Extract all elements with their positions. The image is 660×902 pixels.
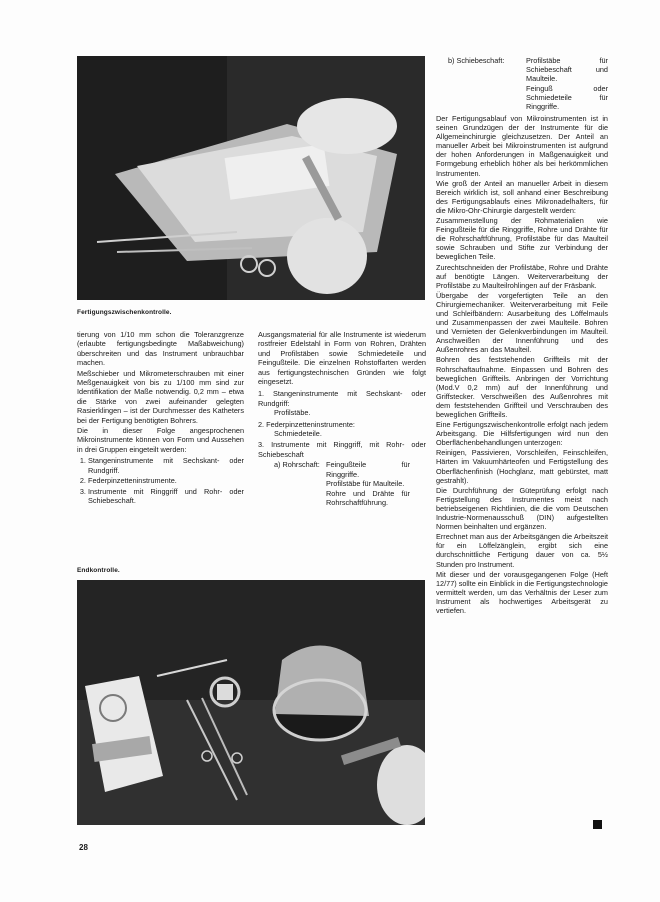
- middle-list-main: Federpinzetteninstrumente:: [266, 419, 355, 429]
- right-paragraph: Mit dieser und der vorausgegangenen Folge (Heft 12/77) sollte ein Einblick in die Fertigungstechnologie vermittelt werden, um das Verhältnis der Leser zum Instrument als hochwertiges Arbeitsgerät zu vertiefen.: [436, 569, 608, 615]
- photo-bottom-caption: Endkontrolle.: [77, 567, 120, 574]
- left-paragraph: Meßschieber und Mikrometerschrauben mit einer Meßgenauigkeit von bis zu 1/100 mm sind zur Identifikation der Maße notwendig. 0,2 mm – etwa die Stärke von zwei aufeinander gelegten Rasierklingen – ist der Durchmesser des Katheters bei der Fertigung benötigten Bohrers.: [77, 368, 244, 425]
- photo-endkontrolle: [77, 580, 425, 825]
- rohrschaft-item: Rohre und Drähte für Rohrschaftführung.: [326, 488, 410, 507]
- right-paragraph: Der Fertigungsablauf von Mikroinstrumenten ist in seinen Grundzügen der der Instrumente für die Allgemeinchirurgie gleichzusetzen. Der Anteil an manueller Arbeit bei Mikroinstrumenten ist aufgrund der hohen Anforderungen in Maßgenauigkeit und Formgebung erheblich höher als bei herkömmlichen Instrumenten.: [436, 114, 608, 178]
- photo-illustration-bottom: [77, 580, 425, 825]
- left-column-text: [77, 330, 244, 507]
- middle-list-main: Stangeninstrumente mit Sechskant- oder Rundgriff:: [258, 389, 426, 408]
- right-paragraph: Reinigen, Passivieren, Vorschleifen, Feinschleifen, Härten im Vakuumhärteofen und Fertigstellung des Oberflächenfinish (Hochglanz, matt gebürstet, matt gestrahlt).: [436, 448, 608, 485]
- end-of-article-mark: [593, 820, 602, 829]
- middle-list-item: [258, 440, 426, 459]
- middle-list-number: 3.: [258, 440, 272, 450]
- middle-paragraph: Ausgangsmaterial für alle Instrumente ist wiederum rostfreier Edelstahl in Form von Rohren, Drähten und Profilstäben sowie Schmiedeteile und Feingußteile. Die einzelnen Rohstoffarten werden aus fertigungstechnischen Gründen wie folgt eingesetzt.: [258, 330, 426, 387]
- right-paragraph: Übergabe der vorgefertigten Teile an den Chirurgiemechaniker. Weiterverarbeitung mit Feile und Schleifbändern: Ausarbeitung des Löffelmauls und Zusammenpassen der zwei Maulteile. Bohren und Vernieten der Gelenkverbindungen im Maulteil. Anschweißen der Innenführung und des Außenrohres an das Maulteil.: [436, 290, 608, 355]
- middle-list-sub: Profilstäbe.: [274, 408, 311, 418]
- page-number: 28: [79, 843, 88, 852]
- right-paragraph: Bohren des feststehenden Griffteils mit der Rohrschaftaufnahme. Einpassen und Bohren des beweglichen Griffteils. Anbringen der Vorrichtung (Mod.V 0,2 mm) auf der Innenführung und Griffstecker. Verschweißen des Außenrohres mit dem feststehenden Griffteil und Verschrauben des beweglichen Griffteils.: [436, 355, 608, 419]
- photo-illustration-top: [77, 56, 425, 300]
- right-paragraph: Eine Fertigungszwischenkontrolle erfolgt nach jedem Arbeitsgang. Die Hilfsfertigungen wird nun den Oberflächenbehandlungen unterzogen:: [436, 420, 608, 448]
- left-list-item: 3. Instrumente mit Ringgriff und Rohr- oder Schiebeschaft.: [88, 487, 244, 506]
- rohrschaft-block: [258, 460, 426, 507]
- left-list: [77, 456, 244, 505]
- right-paragraph: Errechnet man aus der Arbeitsgängen die Arbeitszeit für ein Löffelzänglein, ergibt sich eine durchschnittliche Fertigung dauer von ca. 5½ Stunden pro Instrument.: [436, 532, 608, 569]
- middle-list-main: Instrumente mit Ringgriff, mit Rohr- oder Schiebeschaft: [258, 440, 426, 459]
- left-paragraph: tierung von 1/10 mm schon die Toleranzgrenze (erlaubte fertigungsbedingte Maßabweichung) überschreiten und das Instrument unbrauchbar machen.: [77, 330, 244, 368]
- rohrschaft-label: a) Rohrschaft:: [274, 460, 320, 470]
- middle-list-item: [258, 420, 426, 439]
- schiebeschaft-item: Profilstäbe für Schiebeschaft und Maulteile.: [526, 56, 608, 84]
- middle-list-sub: Schmiedeteile.: [274, 429, 322, 439]
- middle-list-number: 1.: [258, 389, 274, 399]
- schiebeschaft-block: [436, 56, 608, 112]
- middle-column-text: [258, 330, 426, 507]
- photo-top-caption: Fertigungszwischenkontrolle.: [77, 309, 172, 316]
- rohrschaft-items: [326, 460, 410, 507]
- left-list-item: 2. Federpinzetteninstrumente.: [88, 476, 244, 485]
- rohrschaft-item: Profilstäbe für Maulteile.: [326, 479, 405, 489]
- right-column-text: [436, 56, 608, 616]
- middle-list-number: 2.: [258, 419, 267, 429]
- right-paragraph: Zurechtschneiden der Profilstäbe, Rohre und Drähte auf benötigte Längen. Weiterverarbeitung der Profilstäbe zu Maulteilrohlingen auf der Fräsbank.: [436, 262, 608, 290]
- rohrschaft-item: Feingußteile für Ringgriffe.: [326, 460, 410, 479]
- right-paragraph: Die Durchführung der Güteprüfung erfolgt nach Fertigstellung des Instrumentes meist nach betriebseigenen Richtlinien, die die vom Deutschen Industrie-Normenausschuß (DIN) aufgestellten Normen beinhalten und ergänzen.: [436, 485, 608, 532]
- schiebeschaft-label: b) Schiebeschaft:: [448, 56, 505, 65]
- photo-fertigungszwischenkontrolle: [77, 56, 425, 300]
- middle-list-item: [258, 389, 426, 417]
- schiebeschaft-items: [526, 56, 608, 111]
- schiebeschaft-item: Feinguß oder Schmiedeteile für Ringgriffe.: [526, 83, 608, 112]
- left-list-item: 1. Stangeninstrumente mit Sechskant- oder Rundgriff.: [88, 456, 244, 475]
- right-paragraph: Zusammenstellung der Rohmaterialien wie Feingußteile für die Ringgriffe, Rohre und Drähte für die Rohrschaftführung, Profilstäbe für das Maulteil sowie Schrauben und Stifte zur Verbindung der beweglichen Teile.: [436, 216, 608, 262]
- right-paragraph: Wie groß der Anteil an manueller Arbeit in diesem Bereich wirklich ist, soll anhand einer Beschreibung des Fertigungsablaufs eines Mikronadelhalters, für die Mikro-Ohr-Chirurgie dargestellt werden:: [436, 178, 608, 215]
- left-paragraph: Die in dieser Folge angesprochenen Mikroinstrumente können von Form und Aussehen in drei Gruppen eingeteilt werden:: [77, 426, 244, 454]
